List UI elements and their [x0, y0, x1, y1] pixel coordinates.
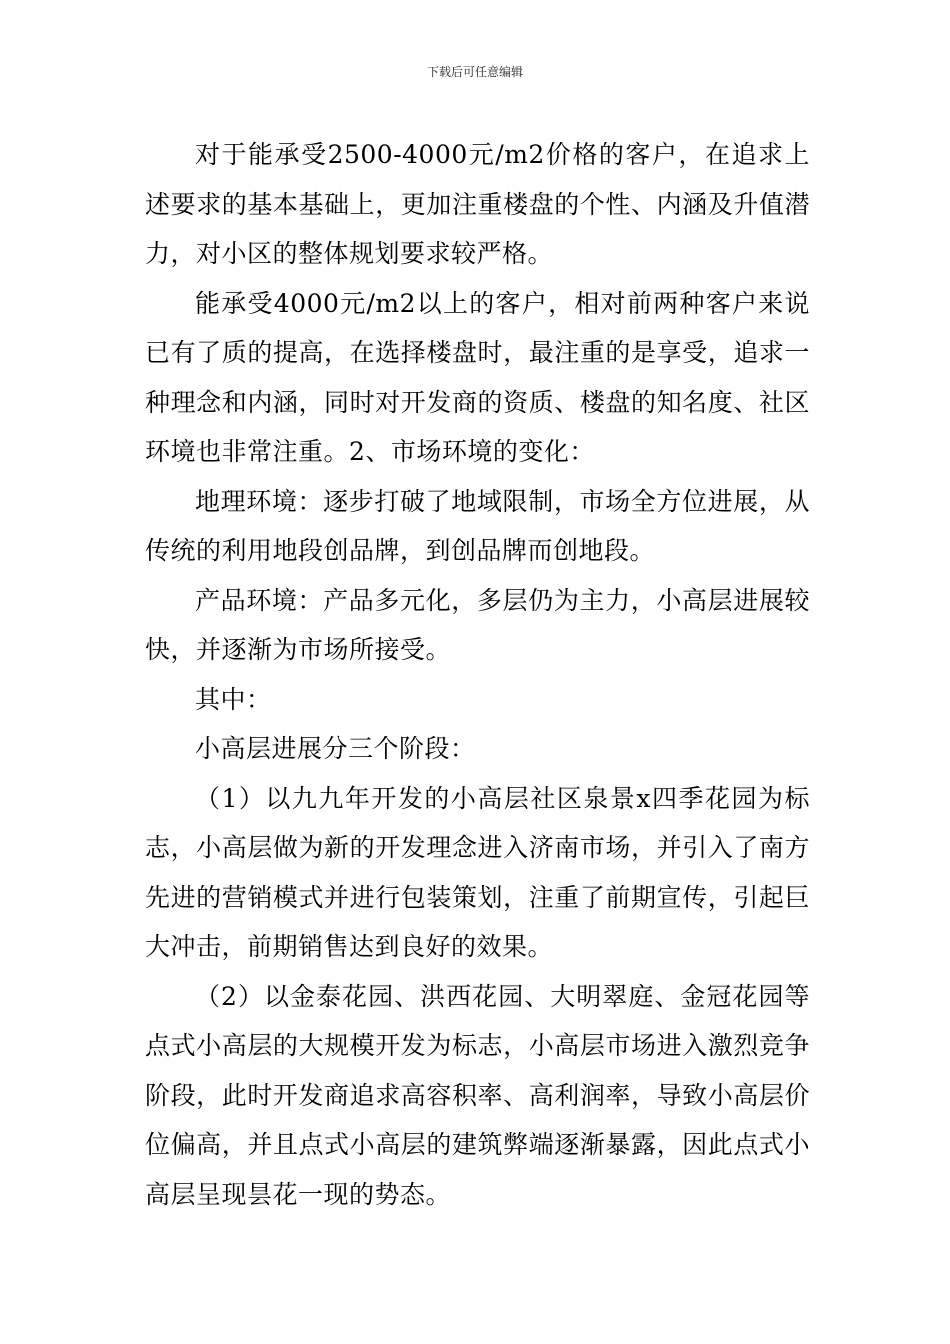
header-note: 下载后可任意编辑 [426, 65, 523, 79]
paragraph-stage-1: （1）以九九年开发的小高层社区泉景x四季花园为标志，小高层做为新的开发理念进入济南市场，并引入了南方先进的营销模式并进行包装策划，注重了前期宣传，引起巨大冲击，前期销售达到良好的效果。 [145, 783, 810, 961]
paragraph-customer-above-4000: 能承受4000元/m2以上的客户，相对前两种客户来说已有了质的提高，在选择楼盘时，最注重的是享受，追求一种理念和内涵，同时对开发商的资质、楼盘的知名度、社区环境也非常注重。2、市场环境的变化： [145, 288, 810, 466]
paragraph-customer-2500-4000: 对于能承受2500-4000元/m2价格的客户，在追求上述要求的基本基础上，更加注重楼盘的个性、内涵及升值潜力，对小区的整体规划要求较严格。 [145, 140, 810, 268]
paragraph-three-stages: 小高层进展分三个阶段： [195, 734, 476, 763]
paragraph-geographic-environment: 地理环境：逐步打破了地域限制，市场全方位进展，从传统的利用地段创品牌，到创品牌而创地段。 [145, 486, 810, 565]
document-body [145, 130, 810, 1219]
paragraph-among-them: 其中： [195, 684, 272, 714]
paragraph-product-environment: 产品环境：产品多元化，多层仍为主力，小高层进展较快，并逐渐为市场所接受。 [145, 585, 810, 664]
paragraph-stage-2: （2）以金泰花园、洪西花园、大明翠庭、金冠花园等点式小高层的大规模开发为标志，小高层市场进入激烈竞争阶段，此时开发商追求高容积率、高利润率，导致小高层价位偏高，并且点式小高层的建筑弊端逐渐暴露，因此点式小高层呈现昙花一现的势态。 [145, 981, 810, 1209]
